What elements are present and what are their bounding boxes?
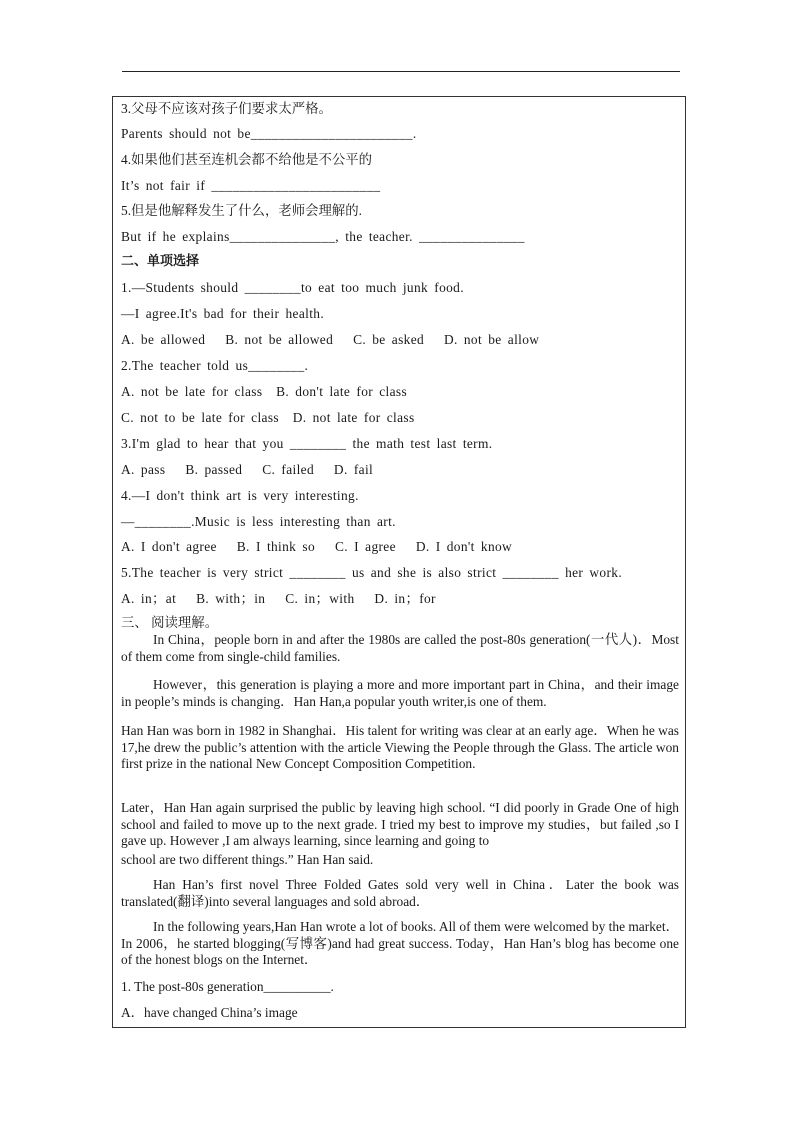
header-rule — [122, 71, 680, 72]
reading-q1-stem: 1. The post-80s generation__________. — [121, 979, 334, 994]
mc-q2-options-cd: C. not to be late for class D. not late for class — [121, 410, 415, 425]
mc-q3-stem: 3.I'm glad to hear that you ________ the math test last term. — [121, 436, 493, 451]
mc-q1-stem: 1.—Students should ________to eat too much junk food. — [121, 280, 464, 295]
reading-paragraph-5: Han Han’s first novel Three Folded Gates sold very well in China．Later the book was translated(翻译)into several languages and sold abroad． — [121, 877, 679, 909]
mc-q4-stem: 4.—I don't think art is very interesting. — [121, 488, 359, 503]
translation-q3-chinese: 3.父母不应该对孩子们要求太严格。 — [121, 101, 332, 116]
mc-q4-response: —________.Music is less interesting than art. — [121, 514, 396, 529]
mc-q1-options: A. be allowed B. not be allowed C. be asked D. not be allow — [121, 332, 540, 347]
reading-paragraph-4-end: school are two different things.” Han Han said. — [121, 852, 374, 867]
worksheet-frame — [112, 96, 686, 1028]
reading-q1-option-a: A．have changed China’s image — [121, 1005, 298, 1020]
mc-q2-stem: 2.The teacher told us________. — [121, 358, 309, 373]
section-title-reading: 三、 阅读理解。 — [121, 615, 219, 630]
mc-q1-response: —I agree.It's bad for their health. — [121, 306, 325, 321]
reading-paragraph-4: Later，Han Han again surprised the public by leaving high school. “I did poorly in Grade One of high school and failed to move up to the next grade. I tried my best to improve my studies，but failed ,so I gave up. However ,I am always learning, since learning and going to — [121, 800, 679, 849]
mc-q5-stem: 5.The teacher is very strict ________ us and she is also strict ________ her work. — [121, 565, 623, 580]
reading-paragraph-1: In China，people born in and after the 1980s are called the post-80s generation(一代人)．Most of them come from single-child families. — [121, 632, 679, 664]
translation-q4-english: It’s not fair if ________________________ — [121, 178, 381, 193]
translation-q4-chinese: 4.如果他们甚至连机会都不给他是不公平的 — [121, 152, 373, 167]
translation-q3-english: Parents should not be_______________________. — [121, 126, 417, 141]
mc-q5-options: A. in；at B. with；in C. in；with D. in；for — [121, 591, 436, 606]
mc-q3-options: A. pass B. passed C. failed D. fail — [121, 462, 374, 477]
section-title-multiple-choice: 二、单项选择 — [121, 254, 200, 269]
mc-q2-options-ab: A. not be late for class B. don't late for class — [121, 384, 408, 399]
mc-q4-options: A. I don't agree B. I think so C. I agree D. I don't know — [121, 539, 513, 554]
translation-q5-chinese: 5.但是他解释发生了什么，老师会理解的. — [121, 203, 363, 218]
translation-q5-english: But if he explains_______________, the teacher. _______________ — [121, 229, 525, 244]
reading-paragraph-6: In the following years,Han Han wrote a lot of books. All of them were welcomed by the market．In 2006，he started blogging(写博客)and had great success. Today，Han Han’s blog has become one of the honest blogs on the Internet． — [121, 919, 679, 968]
reading-paragraph-3: Han Han was born in 1982 in Shanghai．His talent for writing was clear at an early age．When he was 17,he drew the public’s attention with the article Viewing the People through the Glass. The article won first prize in the national New Concept Composition Competition. — [121, 723, 679, 772]
reading-paragraph-2: However，this generation is playing a more and more important part in China，and their image in people’s minds is changing．Han Han,a popular youth writer,is one of them. — [121, 677, 679, 709]
